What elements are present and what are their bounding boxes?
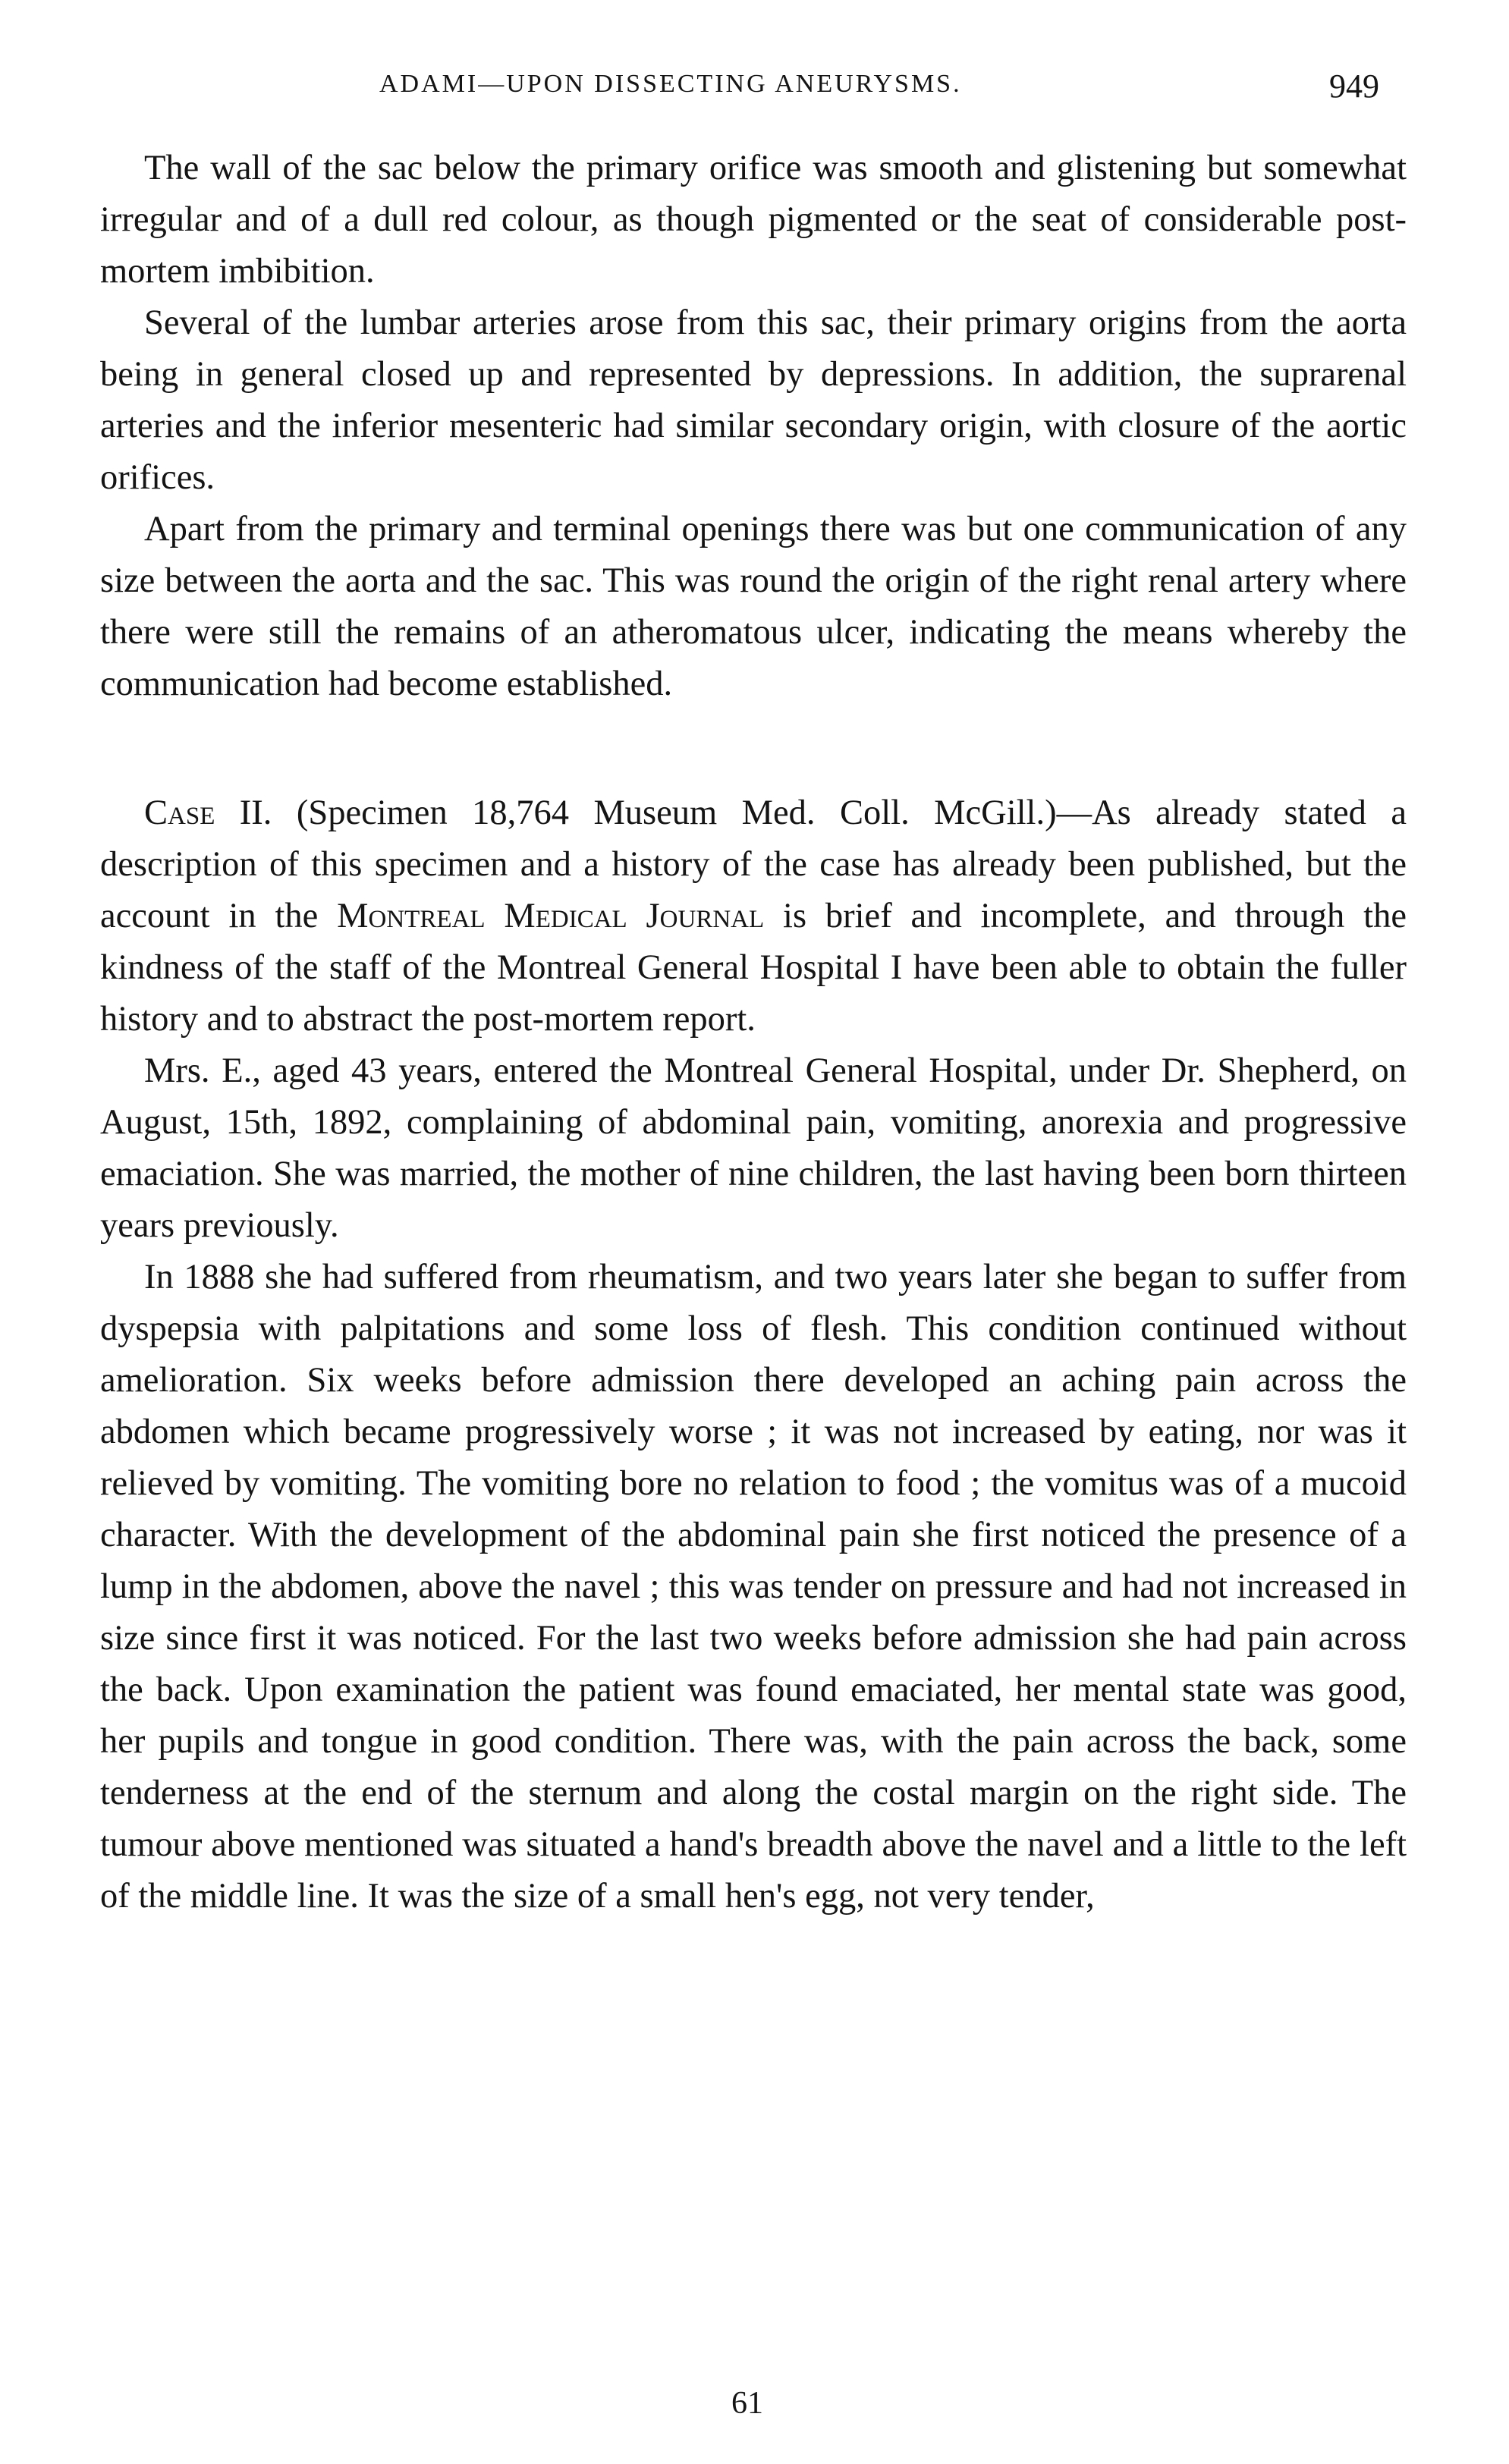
case-ii-label: Case II. [144,794,272,832]
case-ii-text-a: (Specimen 18,764 Museum Med. Coll. McGill.)—As already stated a description of this specimen and a history of the case has already been published, but the account in the [100,794,1407,935]
running-head: ADAMI—UPON DISSECTING ANEURYSMS. [379,70,962,98]
page-number: 61 [731,2386,763,2421]
paragraph-patient-history: In 1888 she had suffered from rheumatism, and two years later she began to suffer from dyspepsia with palpitations and some loss of flesh. This condition continued without amelioration. Six weeks before admission there developed an aching pain across the abdomen which became progressively worse ; it was not increased by eating, nor was it relieved by vomiting. The vomiting bore no relation to food ; the vomitus was of a mucoid character. With the development of the abdominal pain she first noticed the presence of a lump in the abdomen, above the navel ; this was tender on pressure and had not increased in size since first it was noticed. For the last two weeks before admission she had pain across the back. Upon examination the patient was found emaciated, her mental state was good, her pupils and tongue in good condition. There was, with the pain across the back, some tenderness at the end of the sternum and along the costal margin on the right side. The tumour above mentioned was situated a hand's breadth above the navel and a little to the left of the middle line. It was the size of a small hen's egg, not very tender, [100,1258,1407,1916]
paragraph-communication: Apart from the primary and terminal openings there was but one communication of any size between the aorta and the sac. This was round the origin of the right renal artery where there were still the remains of an atheromatous ulcer, indicating the means whereby the communication had become established. [100,510,1407,703]
paragraph-patient-admission: Mrs. E., aged 43 years, entered the Montreal General Hospital, under Dr. Shepherd, on August, 15th, 1892, complaining of abdominal pain, vomiting, anorexia and progressive emaciation. She was married, the mother of nine children, the last having been born thirteen years previously. [100,1051,1407,1245]
body-text [100,143,1407,1922]
paragraph-sac-wall: The wall of the sac below the primary orifice was smooth and glistening but somewhat irregular and of a dull red colour, as though pigmented or the seat of considerable post-mortem imbibition. [100,149,1407,291]
journal-name: Montreal Medical Journal [337,897,765,935]
case-ii-text-b: is brief and incomplete, and through the kindness of the staff of the Montreal General Hospital I have been able to obtain the fuller history and to abstract the post-mortem report. [100,897,1407,1039]
paragraph-case-ii [100,787,1407,1045]
folio-number: 949 [1329,68,1379,105]
paragraph-lumbar-arteries: Several of the lumbar arteries arose from this sac, their primary origins from the aorta being in general closed up and represented by depressions. In addition, the suprarenal arteries and the inferior mesenteric had similar secondary origin, with closure of the aortic orifices. [100,303,1407,497]
